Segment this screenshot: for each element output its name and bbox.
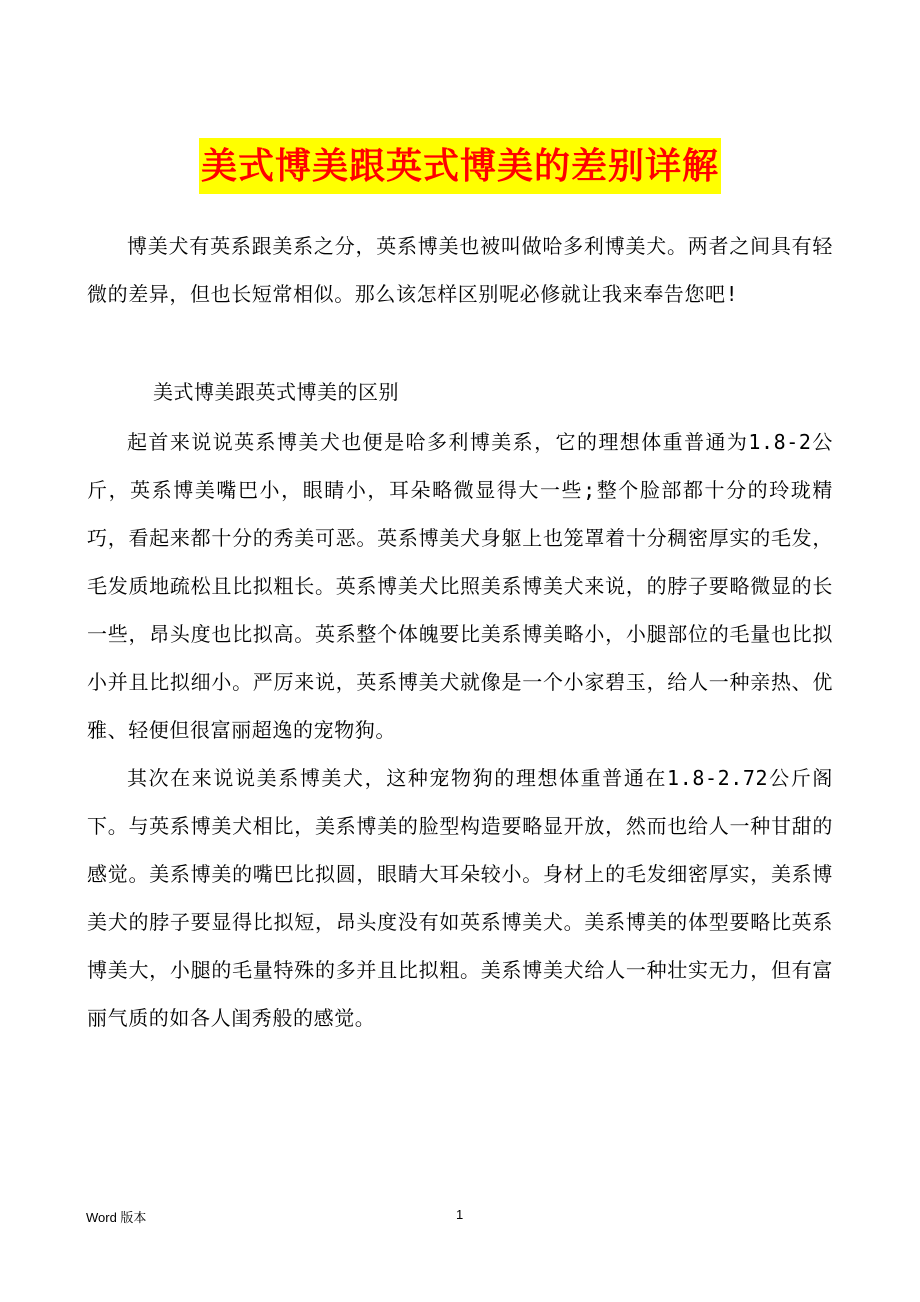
- title-container: [0, 138, 920, 194]
- english-style-paragraph: 起首来说说英系博美犬也便是哈多利博美系，它的理想体重普通为1.8-2公斤，英系博美嘴巴小，眼睛小，耳朵略微显得大一些;整个脸部都十分的玲珑精巧，看起来都十分的秀美可恶。英系博美犬身躯上也笼罩着十分稠密厚实的毛发，毛发质地疏松且比拟粗长。英系博美犬比照美系博美犬来说，的脖子要略微显的长一些，昂头度也比拟高。英系整个体魄要比美系博美略小，小腿部位的毛量也比拟小并且比拟细小。严厉来说，英系博美犬就像是一个小家碧玉，给人一种亲热、优雅、轻便但很富丽超逸的宠物狗。: [87, 430, 833, 742]
- section-heading: 美式博美跟英式博美的区别: [153, 380, 399, 404]
- intro-paragraph: 博美犬有英系跟美系之分，英系博美也被叫做哈多利博美犬。两者之间具有轻微的差异，但也长短常相似。那么该怎样区别呢必修就让我来奉告您吧!: [87, 234, 833, 306]
- american-style-paragraph: 其次在来说说美系博美犬，这种宠物狗的理想体重普通在1.8-2.72公斤阁下。与英系博美犬相比，美系博美的脸型构造要略显开放，然而也给人一种甘甜的感觉。美系博美的嘴巴比拟圆，眼睛大耳朵较小。身材上的毛发细密厚实，美系博美犬的脖子要显得比拟短，昂头度没有如英系博美犬。美系博美的体型要略比英系博美大，小腿的毛量特殊的多并且比拟粗。美系博美犬给人一种壮实无力，但有富丽气质的如各人闺秀般的感觉。: [87, 766, 833, 1030]
- document-body: [87, 222, 833, 1042]
- document-title: 美式博美跟英式博美的差别详解: [199, 138, 721, 194]
- paragraph-spacer: [87, 318, 833, 366]
- footer-page-number: 1: [456, 1207, 464, 1222]
- footer-version-label: Word 版本: [86, 1210, 147, 1225]
